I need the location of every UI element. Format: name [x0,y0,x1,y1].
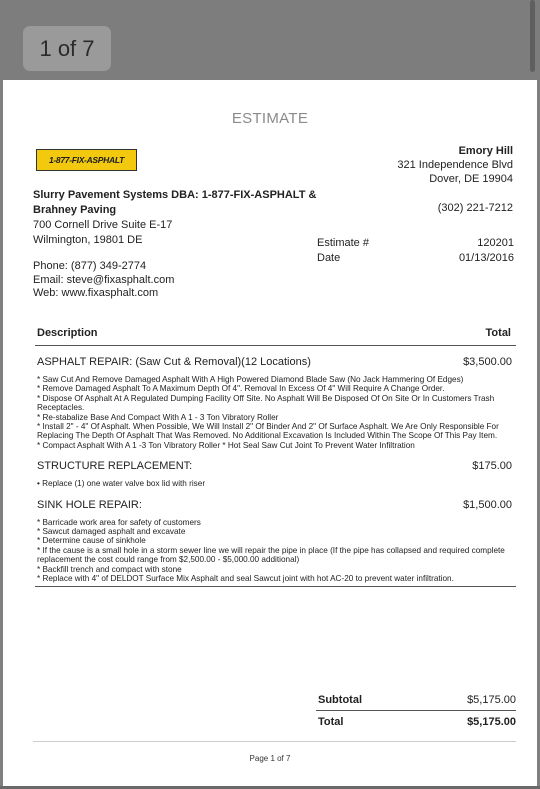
company-web: Web: www.fixasphalt.com [33,287,159,299]
description-line: * Sawcut damaged asphalt and excavate [37,527,186,537]
company-email: Email: steve@fixasphalt.com [33,273,175,286]
document-title: ESTIMATE [231,110,309,127]
line-item [35,489,516,584]
table-header [35,323,516,346]
document-page [3,80,537,786]
description-line: * Dispose Of Asphalt At A Regulated Dumping Facility Off Site. No Asphalt Will Be Disposed Of On Site Or In Customers Trash Receptacles. [37,393,495,413]
totals-block [316,692,516,730]
company-name: Slurry Pavement Systems DBA: 1-877-FIX-ASPHALT & Brahney Paving [33,189,317,216]
description-line: * Barricade work area for safety of customers [37,517,201,527]
total-value: $5,175.00 [467,716,516,728]
footer-divider [33,741,516,742]
client-address-line1: 321 Independence Blvd [397,159,513,171]
company-block [33,188,323,248]
total-header: Total [485,327,511,339]
line-item-amount: $3,500.00 [463,356,512,368]
description-line: * If the cause is a small hole in a storm sewer line we will repair the pipe in place (If the pipe has collapsed and required complete replacement the cost could range from $2,500.00 - $5,000.00 additional) [37,545,505,565]
line-item-amount: $175.00 [472,460,512,473]
date-label: Date [317,252,341,264]
description-line: • Replace (1) one water valve box lid with riser [37,479,206,489]
logo-text: 1-877-FIX-ASPHALT [48,155,125,165]
company-logo [36,149,137,171]
client-phone: (302) 221-7212 [437,202,513,214]
line-item [35,346,516,450]
description-line: * Re-stabalize Base And Compact With A 1 - 3 Ton Vibratory Roller [37,412,279,422]
line-item-description [37,518,512,584]
line-item-title: STRUCTURE REPLACEMENT: [37,460,193,473]
company-address-line2: Wilmington, 19801 DE [33,234,143,246]
subtotal-row [316,692,516,711]
description-line: * Determine cause of sinkhole [37,536,146,546]
subtotal-label: Subtotal [318,694,362,706]
description-line: * Remove Damaged Asphalt To A Maximum Depth Of 4". Removal In Excess Of 4" Will Require A Change Order. [37,384,445,394]
line-item-title: SINK HOLE REPAIR: [37,498,142,511]
description-header: Description [37,327,98,339]
date-value: 01/13/2016 [458,252,514,264]
scrollbar[interactable] [530,0,535,72]
company-phone: Phone: (877) 349-2774 [33,260,147,272]
page-indicator[interactable]: 1 of 7 [23,26,111,71]
description-line: * Compact Asphalt With A 1 -3 Ton Vibratory Roller * Hot Seal Saw Cut Joint To Prevent Water Infiltration [37,440,415,450]
line-item-title: ASPHALT REPAIR: (Saw Cut & Removal)(12 Locations) [37,356,311,368]
description-line: * Backfill trench and compact with stone [37,564,182,574]
company-address-line1: 700 Cornell Drive Suite E-17 [33,219,173,231]
line-item-description [37,375,512,450]
page-footer: Page 1 of 7 [249,754,291,763]
line-item [35,450,516,488]
client-name: Emory Hill [458,145,513,157]
description-line: * Saw Cut And Remove Damaged Asphalt With A High Powered Diamond Blade Saw (No Jack Hammering Of Edges) [37,375,464,384]
client-address-line2: Dover, DE 19904 [429,173,513,185]
description-line: * Install 2" - 4" Of Asphalt. When Possible, We Will Install 2" Of Binder And 2" Of Surface Asphalt. We Are Only Responsible For Replacing The Depth Of Asphalt That Was Removed. No Additional Excavation Is Included Within The Scope Of This Pay Item. [37,422,499,441]
total-row [316,711,516,730]
line-item-description [37,479,512,488]
line-items-table [35,323,516,587]
company-contact [33,260,174,301]
table-bottom-rule [35,586,516,587]
client-address-block [397,144,513,186]
estimate-meta [317,236,514,266]
total-label: Total [318,716,344,728]
line-item-amount: $1,500.00 [463,498,512,511]
description-line: * Replace with 4" of DELDOT Surface Mix Asphalt and seal Sawcut joint with hot AC-20 to prevent water infiltration. [37,574,454,584]
estimate-number-label: Estimate # [317,237,369,249]
subtotal-value: $5,175.00 [467,694,516,706]
estimate-number-value: 120201 [477,237,514,249]
